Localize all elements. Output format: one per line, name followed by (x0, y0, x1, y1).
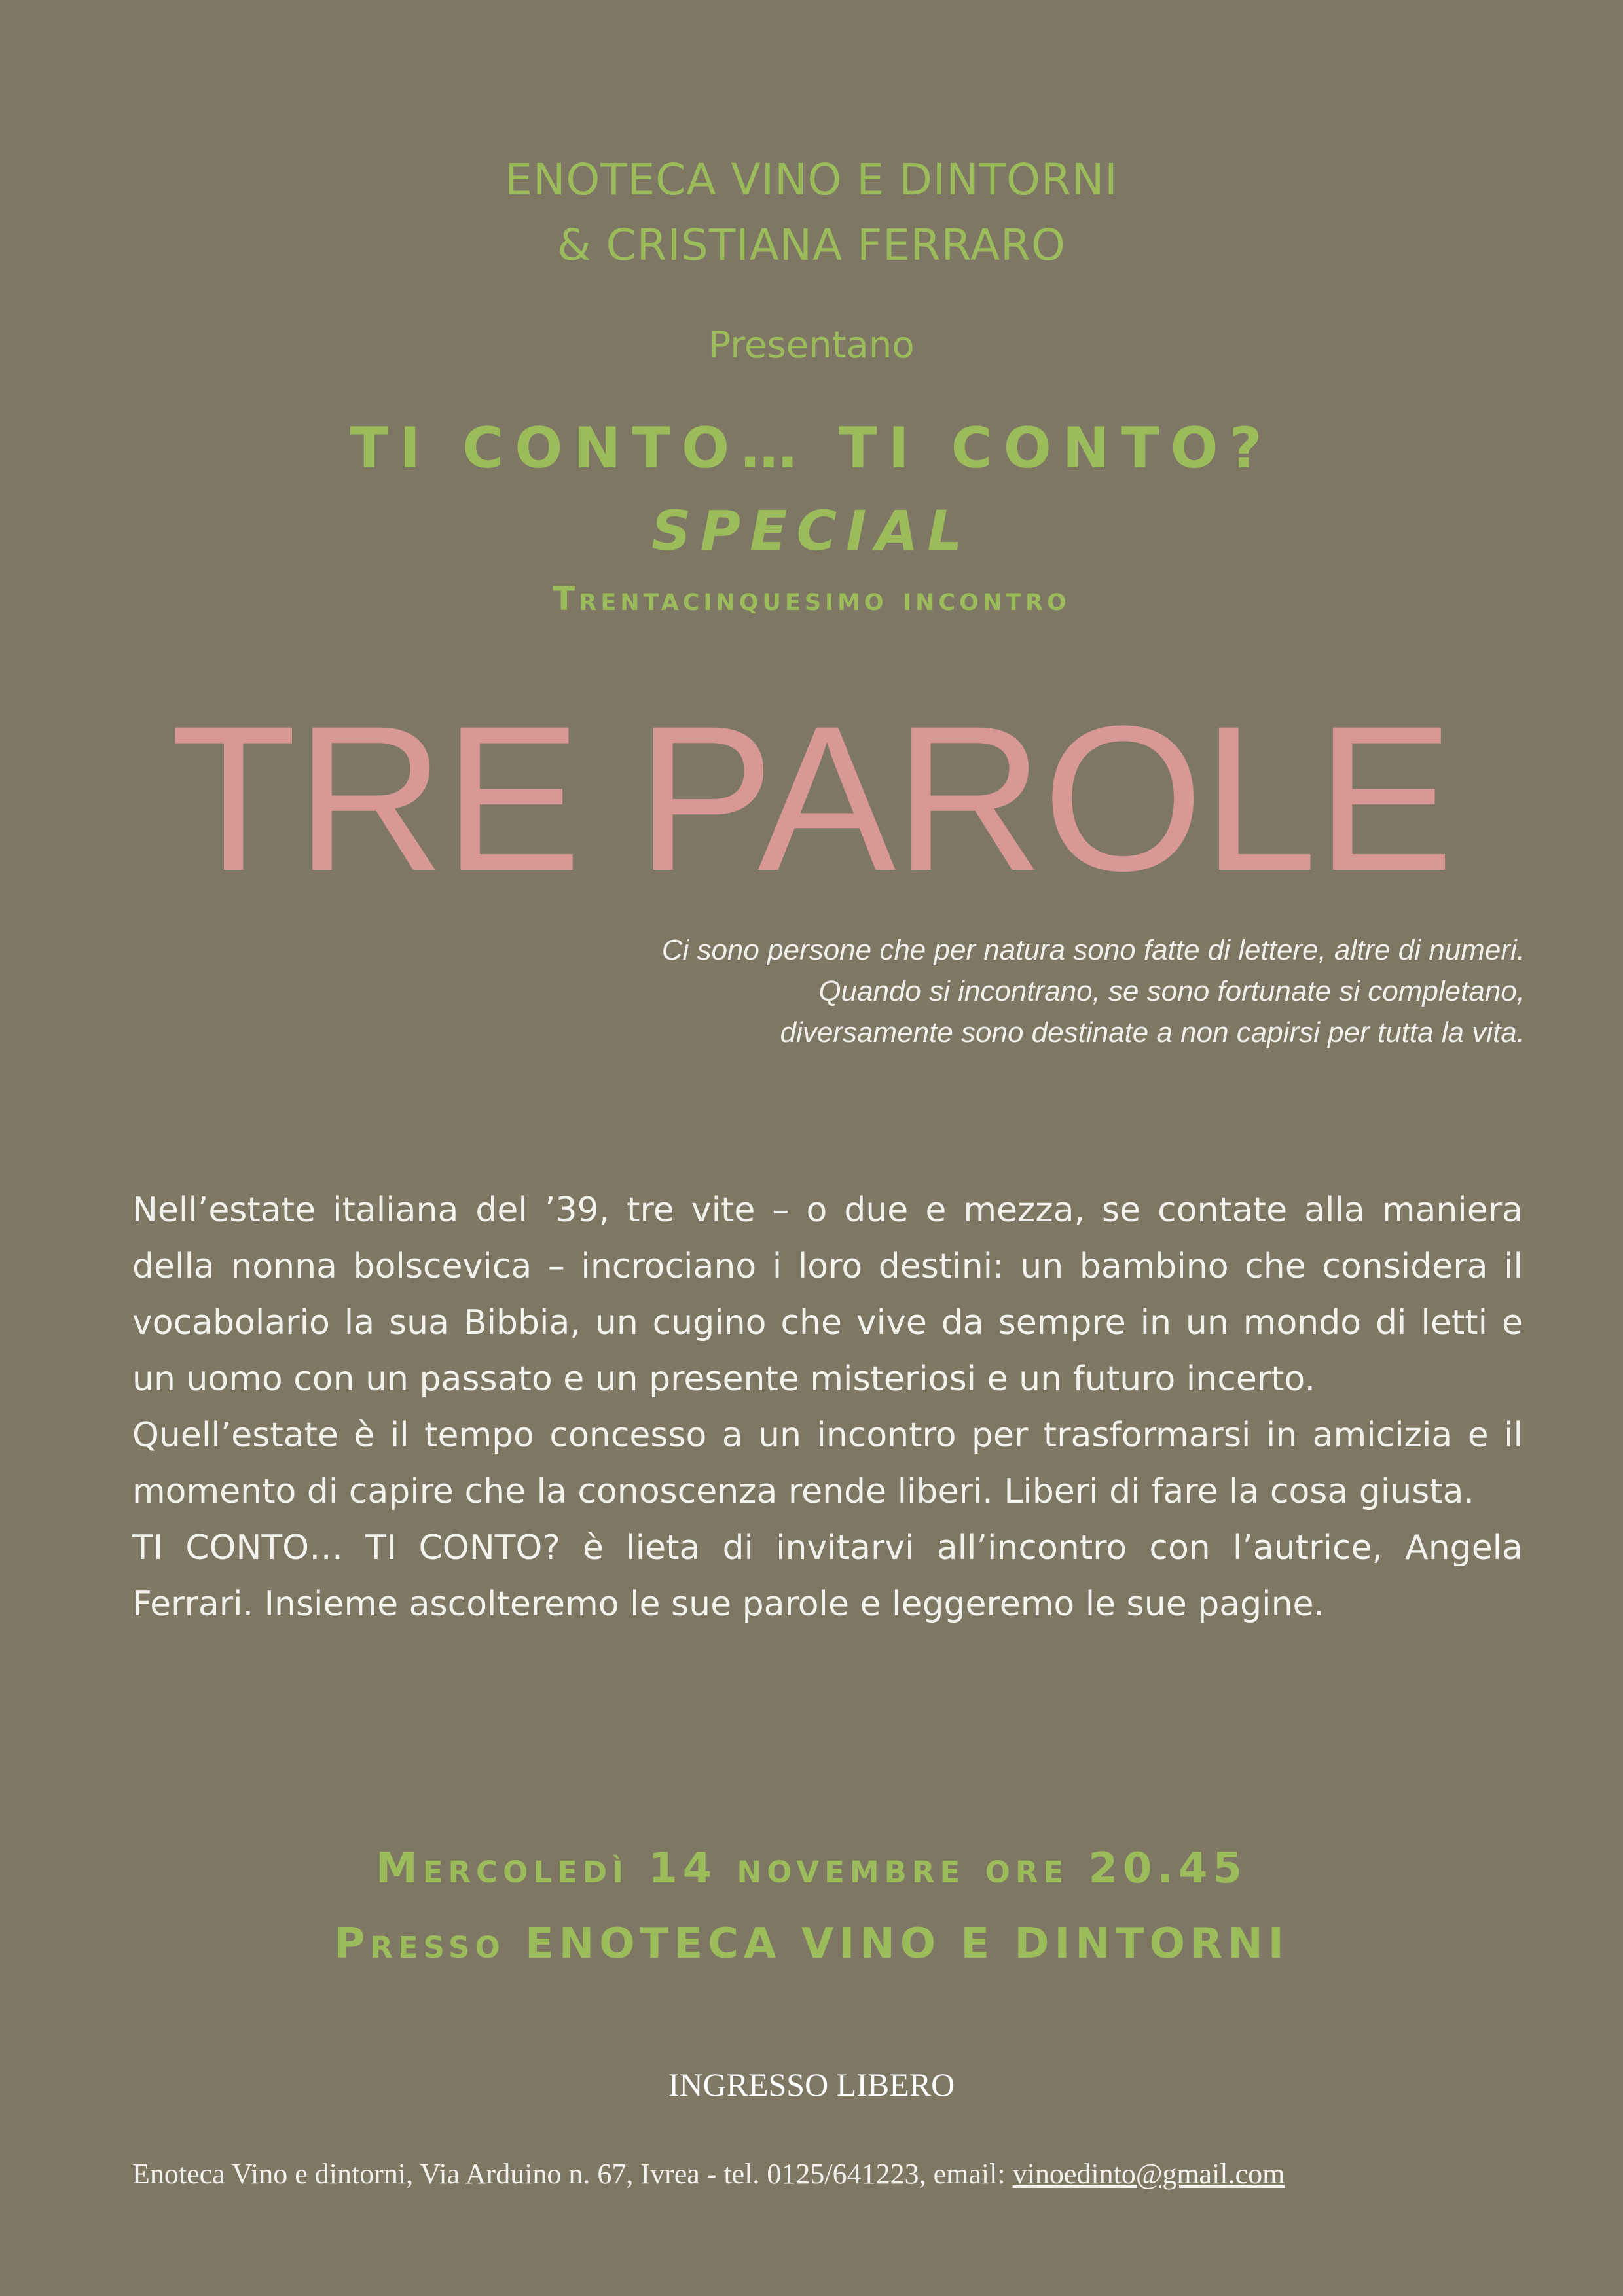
footer-address: Enoteca Vino e dintorni, Via Arduino n. 67, Ivrea - tel. 0125/641223, email: (132, 2158, 1013, 2190)
quote-line-2: Quando si incontrano, se sono fortunate si completano, (818, 975, 1525, 1007)
event-venue: Presso ENOTECA VINO E DINTORNI (334, 1920, 1289, 1968)
organizer-line-1: ENOTECA VINO E DINTORNI (505, 154, 1118, 205)
page-title: TRE PAROLE (170, 683, 1453, 914)
series-title: TI CONTO… TI CONTO? (350, 416, 1273, 481)
free-entry-label: INGRESSO LIBERO (668, 2066, 955, 2103)
meeting-number: Trentacinquesimo incontro (553, 580, 1070, 618)
description (132, 1182, 1523, 1632)
footer-contact (132, 2155, 1285, 2194)
presentano-label: Presentano (708, 324, 915, 367)
organizer-line-2: & CRISTIANA FERRARO (557, 220, 1066, 270)
event-details (0, 1831, 1623, 1982)
event-date: Mercoledì 14 novembre ore 20.45 (376, 1844, 1247, 1893)
description-paragraph-3: TI CONTO… TI CONTO? è lieta di invitarvi all’incontro con l’autrice, Angela Ferrari. Insieme ascolteremo le sue parole e leggeremo le sue pagine. (132, 1528, 1523, 1624)
organizers (0, 147, 1623, 278)
description-paragraph-2: Quell’estate è il tempo concesso a un incontro per trasformarsi in amicizia e il momento di capire che la conoscenza rende liberi. Liberi di fare la cosa giusta. (132, 1416, 1523, 1511)
epigraph-quote (346, 929, 1525, 1053)
quote-line-3: diversamente sono destinate a non capirsi per tutta la vita. (780, 1016, 1525, 1049)
special-label: SPECIAL (651, 499, 972, 563)
email-link[interactable]: vinoedinto@gmail.com (1012, 2158, 1285, 2190)
description-paragraph-1: Nell’estate italiana del ’39, tre vite – o due e mezza, se contate alla maniera della nonna bolscevica – incrociano i loro destini: un bambino che considera il vocabolario la sua Bibbia, un cugino che vive da sempre in un mondo di letti e un uomo con un passato e un presente misteriosi e un futuro incerto. (132, 1191, 1523, 1399)
quote-line-1: Ci sono persone che per natura sono fatte di lettere, altre di numeri. (661, 934, 1525, 966)
